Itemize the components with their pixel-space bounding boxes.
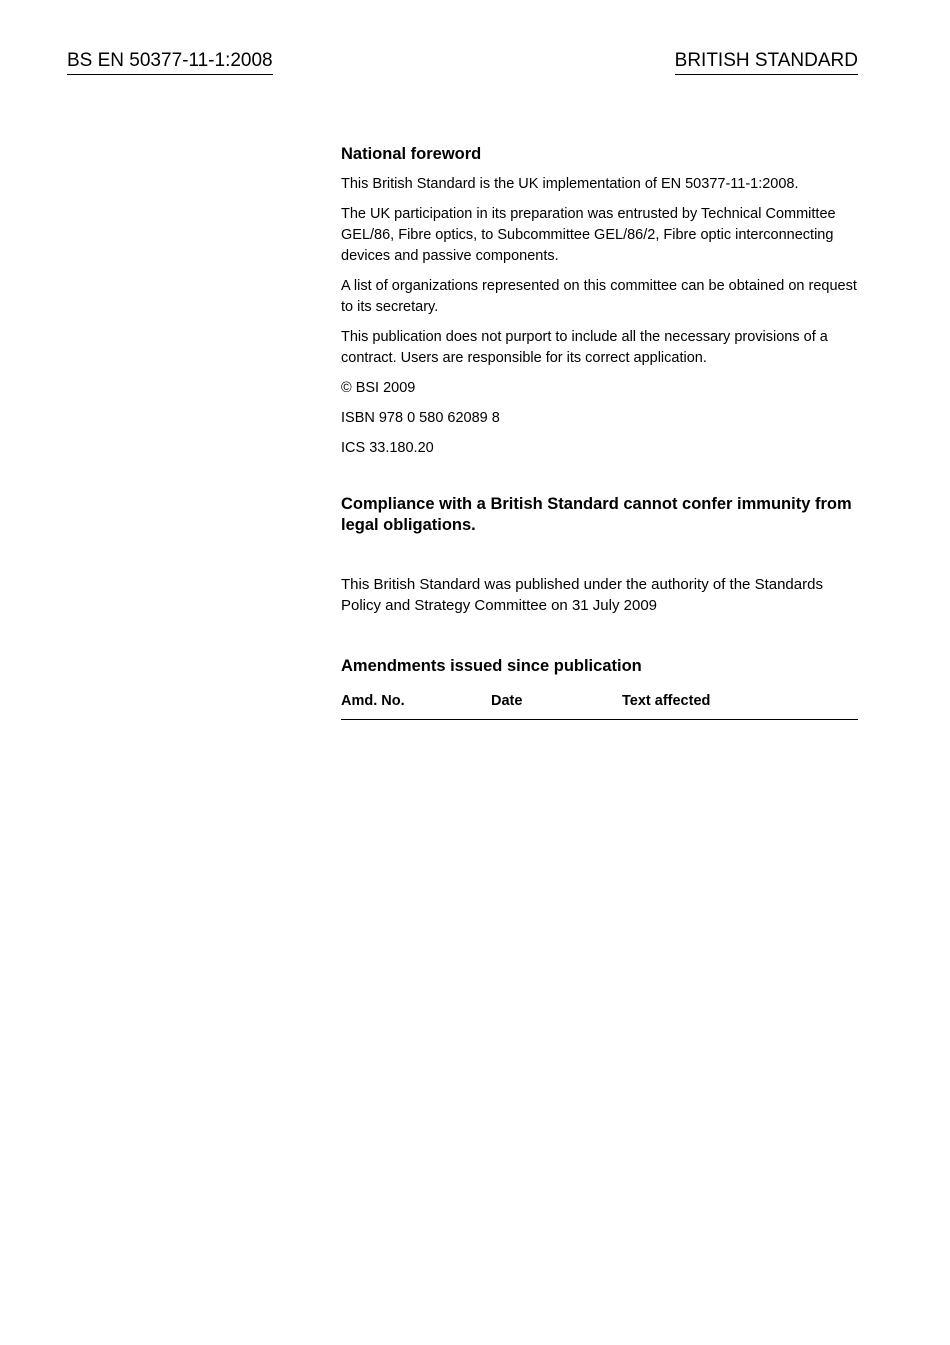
isbn-line: ISBN 978 0 580 62089 8: [341, 410, 500, 426]
foreword-paragraph: This publication does not purport to include all the necessary provisions of a contract. Users are responsible for its correct application.: [341, 329, 828, 366]
standard-type-label: BRITISH STANDARD: [675, 50, 858, 75]
publication-statement: This British Standard was published under the authority of the Standards Policy and Strategy Committee on 31 July 2009: [341, 576, 823, 614]
foreword-section: [341, 143, 858, 709]
amendments-table-header: [341, 689, 858, 720]
foreword-paragraph: This British Standard is the UK implementation of EN 50377-11-1:2008.: [341, 176, 799, 192]
column-header-date: Date: [491, 693, 523, 709]
column-header-amd-no: Amd. No.: [341, 693, 405, 709]
foreword-paragraph: A list of organizations represented on this committee can be obtained on request to its secretary.: [341, 278, 857, 315]
amendments-title: Amendments issued since publication: [341, 657, 642, 675]
foreword-title: National foreword: [341, 145, 482, 163]
column-header-text-affected: Text affected: [622, 693, 711, 709]
foreword-paragraph: The UK participation in its preparation was entrusted by Technical Committee GEL/86, Fibre optics, to Subcommittee GEL/86/2, Fibre optic interconnecting devices and passive components.: [341, 206, 836, 264]
document-number: BS EN 50377-11-1:2008: [67, 50, 273, 75]
compliance-notice: Compliance with a British Standard cannot confer immunity from legal obligations.: [341, 495, 852, 534]
ics-line: ICS 33.180.20: [341, 440, 434, 456]
copyright-line: © BSI 2009: [341, 380, 416, 396]
